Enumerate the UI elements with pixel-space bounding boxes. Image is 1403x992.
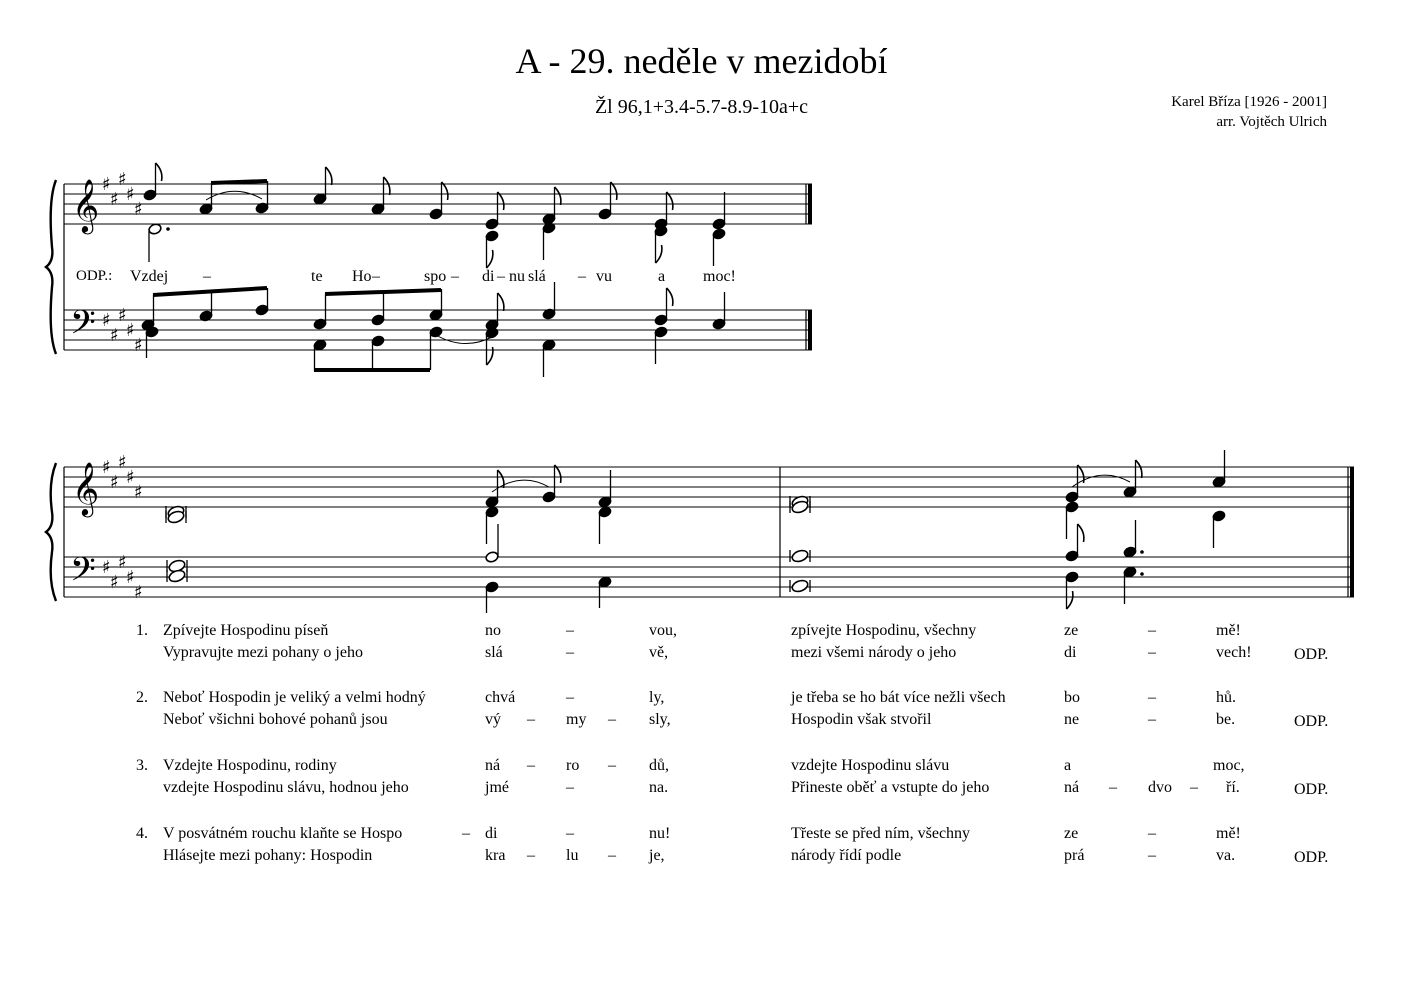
response-syllable: di [482, 268, 495, 285]
verse-syllable: ná [485, 757, 501, 774]
verse-text: vzdejte Hospodinu slávu [791, 757, 950, 774]
notehead-icon [791, 549, 809, 564]
sharp-icon: ♯ [102, 174, 111, 195]
response-syllable: vu [596, 268, 612, 285]
verse-syllable: – [608, 757, 616, 774]
verse-syllable: slá [485, 644, 503, 661]
verse-text: Vzdejte Hospodinu, rodiny [163, 757, 337, 774]
response-syllable: – [203, 268, 211, 285]
note-flag [156, 163, 162, 181]
sharp-icon: ♯ [134, 582, 143, 603]
notehead-icon [148, 223, 162, 236]
response-syllable: Vzdej [130, 268, 169, 285]
verse-syllable: – [462, 825, 470, 842]
verse-syllable: – [1148, 711, 1156, 728]
verse-syllable: – [566, 644, 574, 661]
dot [1140, 572, 1144, 576]
verse-syllable: dvo [1148, 779, 1172, 796]
verse-text: Hlásejte mezi pohany: Hospodin [163, 847, 373, 864]
response-syllable: slá [528, 268, 546, 285]
verse-syllable: ze [1064, 622, 1079, 639]
response-syllable: – [451, 268, 459, 285]
response-cue: ODP. [1294, 713, 1329, 730]
verse-text: Neboť Hospodin je veliký a velmi hodný [163, 689, 426, 706]
verse-text: vzdejte Hospodinu slávu, hodnou jeho [163, 779, 409, 796]
verse-syllable: vě, [649, 644, 669, 661]
verse-text: Přineste oběť a vstupte do jeho [791, 779, 990, 796]
verse-syllable: – [566, 779, 574, 796]
note-flag [667, 192, 673, 210]
treble-clef-icon: 𝄞 [72, 461, 100, 515]
note-beam [211, 181, 267, 183]
verse-syllable: – [527, 711, 535, 728]
verse-text: Vypravujte mezi pohany o jeho [163, 644, 363, 661]
verse-syllable: – [608, 847, 616, 864]
response-syllable: a [658, 268, 666, 285]
verse-number: 4. [136, 825, 148, 842]
verse-syllable: a [1064, 757, 1072, 774]
notehead-icon [485, 551, 499, 564]
verse-syllable: di [1064, 644, 1077, 661]
note-flag [498, 192, 504, 210]
verse-text: Třeste se před ním, všechny [791, 825, 971, 842]
sharp-icon: ♯ [102, 457, 111, 478]
verse-syllable: – [1148, 689, 1156, 706]
response-syllable: Ho [352, 268, 372, 285]
verse-syllable: no [485, 622, 501, 639]
verse-syllable: – [527, 757, 535, 774]
verse-syllable: – [1190, 779, 1198, 796]
verse-syllable: – [1148, 825, 1156, 842]
verse-text: mezi všemi národy o jeho [791, 644, 957, 661]
verse-syllable: ne [1064, 711, 1080, 728]
response-label: ODP.: [76, 268, 113, 284]
psalm-reference: Žl 96,1+3.4-5.7-8.9-10a+c [594, 96, 809, 118]
brace-icon [46, 180, 56, 354]
note-flag [384, 177, 390, 195]
note-flag [1067, 591, 1073, 609]
note-flag [1136, 460, 1142, 478]
psalm-tone-system [46, 450, 1354, 613]
note-flag [442, 182, 448, 200]
note-flag [498, 293, 504, 311]
verse-text: Hospodin však stvořil [791, 711, 932, 728]
verse-text: národy řídí podle [791, 847, 902, 864]
verse-syllable: – [566, 825, 574, 842]
verse-syllable: mě! [1216, 622, 1241, 639]
response-syllable: moc! [703, 268, 736, 285]
verse-syllable: prá [1064, 847, 1085, 864]
sharp-icon: ♯ [126, 567, 135, 588]
note-flag [1078, 524, 1084, 542]
treble-clef-icon: 𝄞 [72, 178, 100, 232]
slur [206, 191, 262, 200]
note-flag [656, 245, 662, 263]
verse-syllable: chvá [485, 689, 516, 706]
brace-icon [46, 463, 56, 601]
response-cue: ODP. [1294, 646, 1329, 663]
response-syllable: – [497, 268, 505, 285]
sharp-icon: ♯ [134, 335, 143, 356]
response-syllable: – [372, 268, 380, 285]
verse-syllable: sly, [649, 711, 671, 728]
verse-syllable: – [527, 847, 535, 864]
verse-syllable: nu! [649, 825, 671, 842]
sharp-icon: ♯ [110, 572, 119, 593]
sharp-icon: ♯ [134, 482, 143, 503]
verse-syllable: ro [566, 757, 580, 774]
response-syllable: – [578, 268, 586, 285]
verse-number: 2. [136, 689, 148, 706]
verse-syllable: ná [1064, 779, 1080, 796]
verse-syllable: na. [649, 779, 669, 796]
verse-syllable: be. [1216, 711, 1236, 728]
verse-syllable: lu [566, 847, 579, 864]
verse-number: 3. [136, 757, 148, 774]
slur [436, 335, 492, 344]
verse-syllable: – [1109, 779, 1117, 796]
dot [1140, 550, 1144, 554]
verse-syllable: kra [485, 847, 506, 864]
response-syllable: spo [424, 268, 447, 285]
verse-text: Zpívejte Hospodinu píseň [163, 622, 329, 639]
response-syllable: te [311, 268, 323, 285]
sharp-icon: ♯ [118, 452, 127, 473]
verse-syllable: hů. [1216, 689, 1236, 706]
sharp-icon: ♯ [118, 169, 127, 190]
note-flag [326, 167, 332, 185]
verse-syllable: je, [649, 847, 665, 864]
verse-syllable: – [1148, 622, 1156, 639]
verse-syllable: ze [1064, 825, 1079, 842]
verse-syllable: va. [1216, 847, 1236, 864]
composer-name: Karel Bříza [1926 - 2001] [1171, 94, 1327, 110]
note-flag [611, 182, 617, 200]
verse-syllable: – [566, 622, 574, 639]
bass-clef-icon: 𝄢 [70, 551, 96, 597]
response-cue: ODP. [1294, 849, 1329, 866]
verse-text: V posvátném rouchu klaňte se Hospo [163, 825, 403, 842]
note-flag [555, 465, 561, 483]
sharp-icon: ♯ [126, 184, 135, 205]
verse-syllable: di [485, 825, 498, 842]
response-syllable: nu [509, 268, 525, 285]
verse-syllable: ly, [649, 689, 665, 706]
sharp-icon: ♯ [110, 472, 119, 493]
notehead-icon [791, 579, 809, 594]
slur [492, 480, 549, 492]
sharp-icon: ♯ [134, 199, 143, 220]
verse-text: zpívejte Hospodinu, všechny [791, 622, 977, 639]
verse-syllable: vý [485, 711, 501, 728]
verse-syllable: jmé [485, 779, 509, 796]
verse-text: je třeba se ho bát více nežli všech [791, 689, 1006, 706]
verse-syllable: – [608, 711, 616, 728]
sharp-icon: ♯ [118, 552, 127, 573]
verse-syllable: vou, [649, 622, 677, 639]
verse-syllable: my [566, 711, 587, 728]
sharp-icon: ♯ [102, 310, 111, 331]
verse-syllable: – [1148, 847, 1156, 864]
sharp-icon: ♯ [102, 557, 111, 578]
sharp-icon: ♯ [118, 305, 127, 326]
verse-syllable: vech! [1216, 644, 1252, 661]
verse-syllable: – [1148, 644, 1156, 661]
sharp-icon: ♯ [126, 320, 135, 341]
verse-syllable: moc, [1213, 757, 1245, 774]
verse-text: Neboť všichni bohové pohanů jsou [163, 711, 388, 728]
note-beam [153, 288, 267, 295]
verse-number: 1. [136, 622, 148, 639]
sharp-icon: ♯ [110, 189, 119, 210]
sharp-icon: ♯ [126, 467, 135, 488]
response-cue: ODP. [1294, 781, 1329, 798]
arranger-name: arr. Vojtěch Ulrich [1216, 114, 1327, 130]
page-title: A - 29. neděle v mezidobí [515, 41, 888, 81]
note-flag [667, 288, 673, 306]
verse-syllable: bo [1064, 689, 1080, 706]
note-beam [325, 290, 441, 294]
verse-syllable: – [566, 689, 574, 706]
sharp-icon: ♯ [110, 325, 119, 346]
note-flag [555, 187, 561, 205]
bass-clef-icon: 𝄢 [70, 304, 96, 350]
note-flag [487, 250, 493, 268]
verse-syllable: mě! [1216, 825, 1241, 842]
dot [166, 227, 170, 231]
verse-syllable: dů, [649, 757, 669, 774]
verse-syllable: ří. [1226, 779, 1240, 796]
